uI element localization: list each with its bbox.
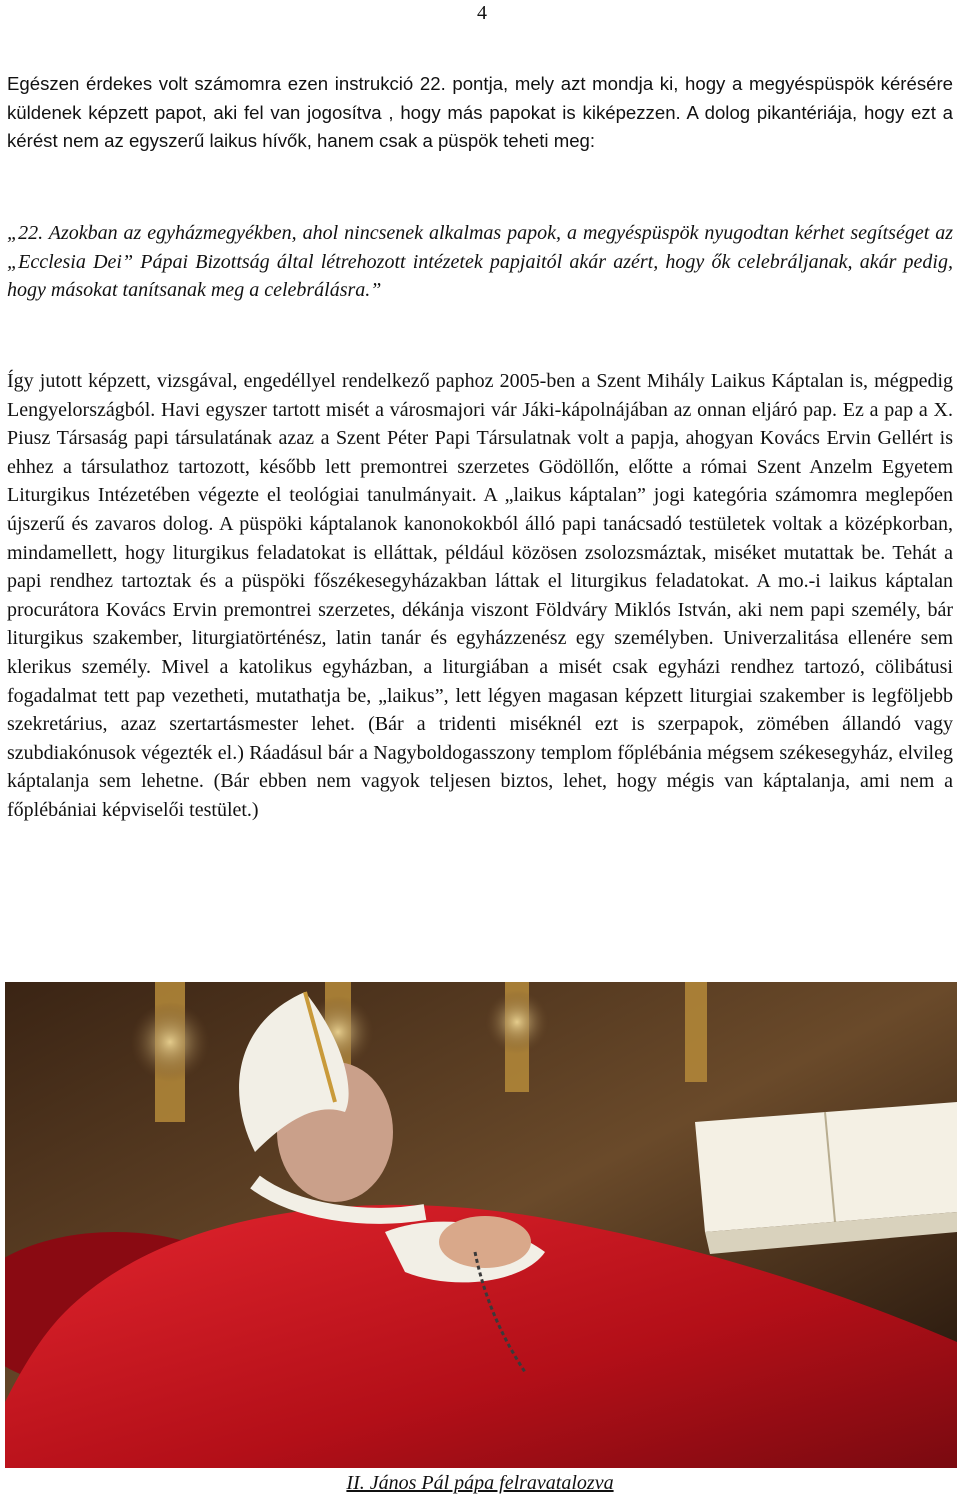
caption-text: II. János Pál pápa felravatalozva [346, 1472, 614, 1494]
pope-lying-in-state-photo [5, 982, 957, 1468]
open-book [695, 1102, 957, 1254]
body-paragraph: Így jutott képzett, vizsgával, engedéllyel rendelkező paphoz 2005-ben a Szent Mihály Laikus Káptalan is, mégpedig Lengyelországból. Havi egyszer tartott misét a városmajori vár Jáki-kápolnájában az onnan eljáró pap. Ez a pap a X. Piusz Társaság papi társulatának azaz a Szent Péter Papi Társulatnak volt a papja, ahogyan Kovács Ervin Gellért is ehhez a társulathoz tartozott, később lett premontrei szerzetes Gödöllőn, előtte a római Szent Anzelm Egyetem Liturgikus Intézetében végezte el teológiai tanulmányait. A „laikus káptalan” jogi kategória számomra meglepően újszerű és zavaros dolog. A püspöki káptalanok kanonokokból álló papi tanácsadó testületek voltak a középkorban, mindamellett, hogy liturgikus feladatokat is elláttak, például közösen zsolozsmáztak, miséket mutattak be. Tehát a papi rendhez tartoztak és a püspöki főszékesegyházakban láttak el liturgikus feladatokat. A mo.-i laikus káptalan procurátora Kovács Ervin premontrei szerzetes, dékánja viszont Földváry Miklós István, aki nem papi személy, bár liturgikus szakember, liturgiatörténész, latin tanár és egyházzenész egy személyben. Univerzalitása ellenére sem klerikus személy. Mivel a katolikus egyházban, a liturgiában a misét csak egyházi rendhez tartozó, cölibátusi fogadalmat tett pap vezetheti, mutathatja be, „laikus”, lett légyen magasan képzett liturgiai szakember is legföljebb szekretárius, azaz szertartásmester lehet. (Bár a tridenti miséknél ezt is szerpapok, zömében állandó vagy szubdiakónusok végezték el.) Ráadásul bár a Nagyboldogasszony templom főplébánia mégsem székesegyház, elvileg káptalanja sem lehetne. (Bár ebben nem vagyok teljesen biztos, lehet, hogy mégis van káptalanja, ami nem a főplébániai képviselői testület.) [7, 370, 953, 821]
quoted-instruction: „22. Azokban az egyházmegyékben, ahol nincsenek alkalmas papok, a megyéspüspök nyugodtan kérhet segítséget az „Ecclesia Dei” Pápai Bizottság által létrehozott intézetek papjaitól akár azért, hogy ők celebráljanak, akár pedig, hogy másokat tanítsanak meg a celebrálásra.” [7, 222, 953, 301]
photo-caption [0, 1472, 960, 1495]
page-number: 4 [477, 2, 487, 24]
intro-paragraph: Egészen érdekes volt számomra ezen instrukció 22. pontja, mely azt mondja ki, hogy a megyéspüspök kérésére küldenek képzett papot, aki fel van jogosítva , hogy más papokat is kiképezzen. A dolog pikantériája, hogy ezt a kérést nem az egyszerű laikus hívők, hanem csak a püspök teheti meg: [7, 73, 953, 151]
